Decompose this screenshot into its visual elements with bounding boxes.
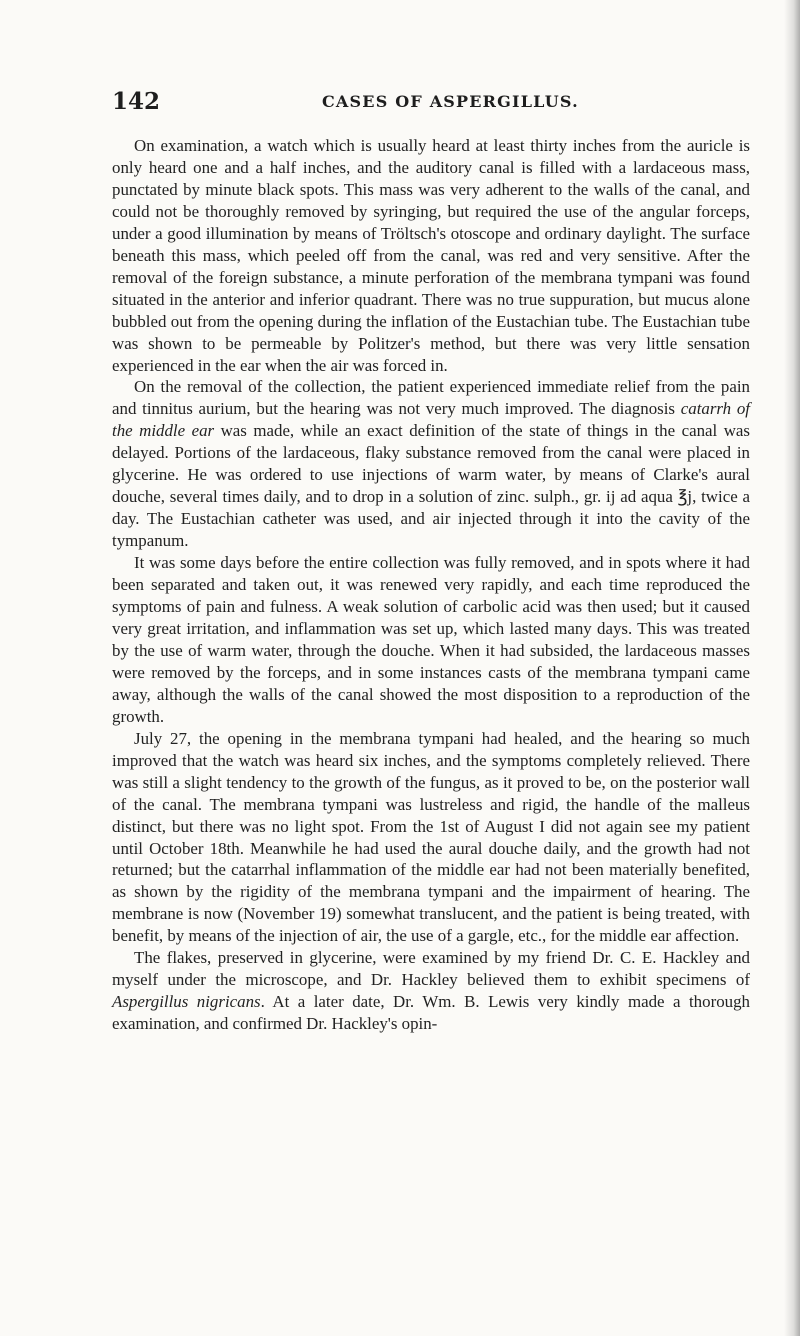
paragraph [112,728,750,948]
page-edge-shadow [784,0,800,1336]
paragraph [112,376,750,552]
italic-term: Aspergillus nigricans [112,992,261,1012]
running-head: CASES OF ASPERGILLUS. [322,92,579,111]
paragraph-text: The flakes, preserved in glycerine, were examined by my friend Dr. C. E. Hackley and myself under the microscope, and Dr. Hackley believed them to exhibit specimens of [112,948,750,990]
page-number: 142 [112,88,161,115]
paragraph-text: . At a later date, Dr. Wm. B. Lewis very kindly made a thorough examination, and confirmed Dr. Hackley's opin- [112,992,750,1034]
paragraph-text: On the removal of the collection, the patient experienced immediate relief from the pain and tinnitus aurium, but the hearing was not very much improved. The diagnosis [112,377,750,419]
paragraph-text: was made, while an exact definition of the state of things in the canal was delayed. Portions of the lardaceous, flaky substance removed from the canal were placed in glycerine. He was ordered to use injections of warm water, by means of Clarke's aural douche, several times daily, and to drop in a solution of zinc. sulph., gr. ij ad aqua ℥j, twice a day. The Eustachian catheter was used, and air injected through it into the cavity of the tympanum. [112,421,750,551]
paragraph-text: July 27, the opening in the membrana tympani had healed, and the hearing so much improved that the watch was heard six inches, and the symptoms completely relieved. There was still a slight tendency to the growth of the fungus, as it proved to be, on the posterior wall of the canal. The membrana tympani was lustreless and rigid, the handle of the malleus distinct, but there was no light spot. From the 1st of August I did not again see my patient until October 18th. Meanwhile he had used the aural douche daily, and the growth had not returned; but the catarrhal inflammation of the middle ear had not been materially benefited, as shown by the rigidity of the membrana tympani and the impairment of hearing. The membrane is now (November 19) somewhat translucent, and the patient is being treated, with benefit, by means of the injection of air, the use of a gargle, etc., for the middle ear affection. [112,728,750,946]
paragraph [112,552,750,728]
paragraph [112,947,750,1035]
paragraph-text: It was some days before the entire collection was fully removed, and in spots where it had been separated and taken out, it was renewed very rapidly, and each time reproduced the symptoms of pain and fulness. A weak solution of carbolic acid was then used; but it caused very great irritation, and inflammation was set up, which lasted many days. This was treated by the use of warm water, through the douche. When it had subsided, the lardaceous masses were removed by the forceps, and in some instances casts of the membrana tympani came away, although the walls of the canal showed the most disposition to a reproduction of the growth. [112,553,750,726]
body-text [112,135,750,1035]
italic-term: catarrh of the middle ear [112,399,750,441]
paragraph-text: On examination, a watch which is usually heard at least thirty inches from the auricle is only heard one and a half inches, and the auditory canal is filled with a lardaceous mass, punctated by minute black spots. This mass was very adherent to the walls of the canal, and could not be thoroughly removed by syringing, but required the use of the angular forceps, under a good illumination by means of Tröltsch's otoscope and ordinary daylight. The surface beneath this mass, which peeled off from the canal, was red and very sensitive. After the removal of the foreign substance, a minute perforation of the membrana tympani was found situated in the anterior and inferior quadrant. There was no true suppuration, but mucus alone bubbled out from the opening during the inflation of the Eustachian tube. The Eustachian tube was shown to be permeable by Politzer's method, but there was very little sensation experienced in the ear when the air was forced in. [112,136,750,375]
paragraph [112,135,750,376]
page-header [112,88,732,118]
